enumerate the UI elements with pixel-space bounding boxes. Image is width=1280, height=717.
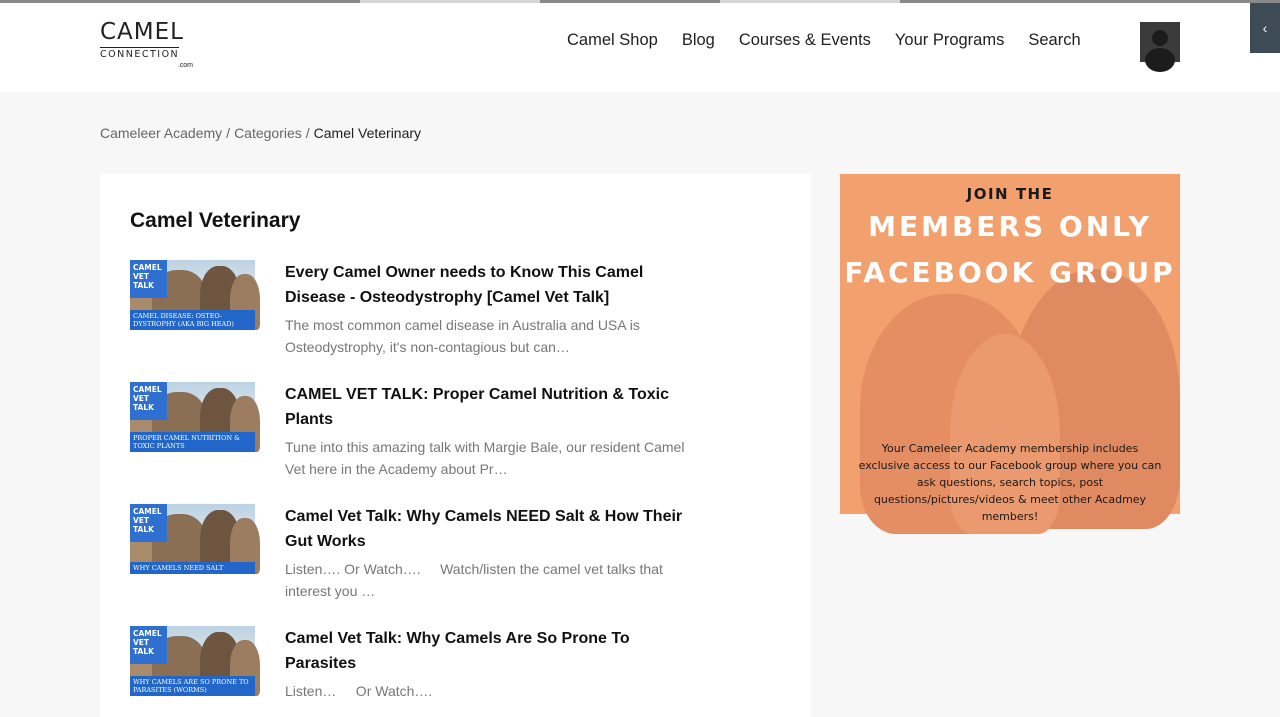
breadcrumb-cameleer-academy[interactable]: Cameleer Academy [100,125,223,141]
logo-line-2: CONNECTION [100,49,180,60]
logo-line-3: .com [177,62,193,69]
promo-description: Your Cameleer Academy membership includes exclusive access to our Facebook group where you can ask questions, search topics, post questions/pictures/videos & meet other Acadmey members! [858,442,1162,523]
site-header [0,3,1280,92]
thumb-tag: CAMEL VET TALK [130,382,167,420]
post-excerpt: Tune into this amazing talk with Margie Bale, our resident Camel Vet here in the Academy about Pr… [285,439,685,477]
breadcrumb-current: Camel Veterinary [313,125,422,141]
breadcrumb-separator: / [305,125,310,141]
thumb-caption: CAMEL DISEASE: OSTEO-DYSTROPHY (AKA BIG HEAD) [130,310,255,330]
nav-search[interactable]: Search [1028,31,1081,49]
post-title[interactable]: Camel Vet Talk: Why Camels Are So Prone To Parasites [285,630,630,672]
nav-courses-events[interactable]: Courses & Events [738,31,871,49]
post-title[interactable]: Every Camel Owner needs to Know This Camel Disease - Osteodystrophy [Camel Vet Talk] [285,264,644,306]
promo-headline-1: MEMBERS ONLY [868,210,1152,243]
thumb-caption: WHY CAMELS ARE SO PRONE TO PARASITES (WORMS) [130,676,255,696]
nav-camel-shop[interactable]: Camel Shop [567,31,658,49]
main-nav [567,29,1105,51]
breadcrumb-categories[interactable]: Categories [234,125,302,141]
thumb-tag: CAMEL VET TALK [130,504,167,542]
post-excerpt: Listen…. Or Watch…. Watch/listen the camel vet talks that interest you … [285,561,667,599]
post-title[interactable]: CAMEL VET TALK: Proper Camel Nutrition & Toxic Plants [285,386,670,428]
post-thumbnail[interactable] [130,504,255,574]
thumb-tag: CAMEL VET TALK [130,626,167,664]
post-excerpt: The most common camel disease in Australia and USA is Osteodystrophy, it's non-contagious but can… [285,317,640,355]
category-title: Camel Veterinary [130,209,301,232]
thumb-caption: PROPER CAMEL NUTRITION & TOXIC PLANTS [130,432,255,452]
user-silhouette-icon [1140,22,1180,62]
post-thumbnail[interactable] [130,260,255,330]
facebook-group-promo[interactable] [840,174,1180,523]
thumb-caption: WHY CAMELS NEED SALT [130,562,255,574]
category-card [100,174,811,717]
post-excerpt: Listen… Or Watch…. [285,683,433,699]
post-title[interactable]: Camel Vet Talk: Why Camels NEED Salt & How Their Gut Works [285,508,683,550]
post-thumbnail[interactable] [130,626,255,696]
nav-blog[interactable]: Blog [681,31,715,49]
logo-line-1: CAMEL [100,19,184,45]
user-avatar[interactable] [1140,22,1180,62]
chevron-left-icon: ‹ [1262,20,1268,36]
post-thumbnail[interactable] [130,382,255,452]
thumb-tag: CAMEL VET TALK [130,260,167,298]
nav-your-programs[interactable]: Your Programs [894,31,1005,49]
breadcrumb-separator: / [226,125,231,141]
breadcrumb [100,124,421,142]
sidebar-toggle-button[interactable] [1250,3,1280,53]
promo-join-text: JOIN THE [966,185,1054,203]
site-logo[interactable] [100,19,194,69]
promo-headline-2: FACEBOOK GROUP [844,256,1176,289]
